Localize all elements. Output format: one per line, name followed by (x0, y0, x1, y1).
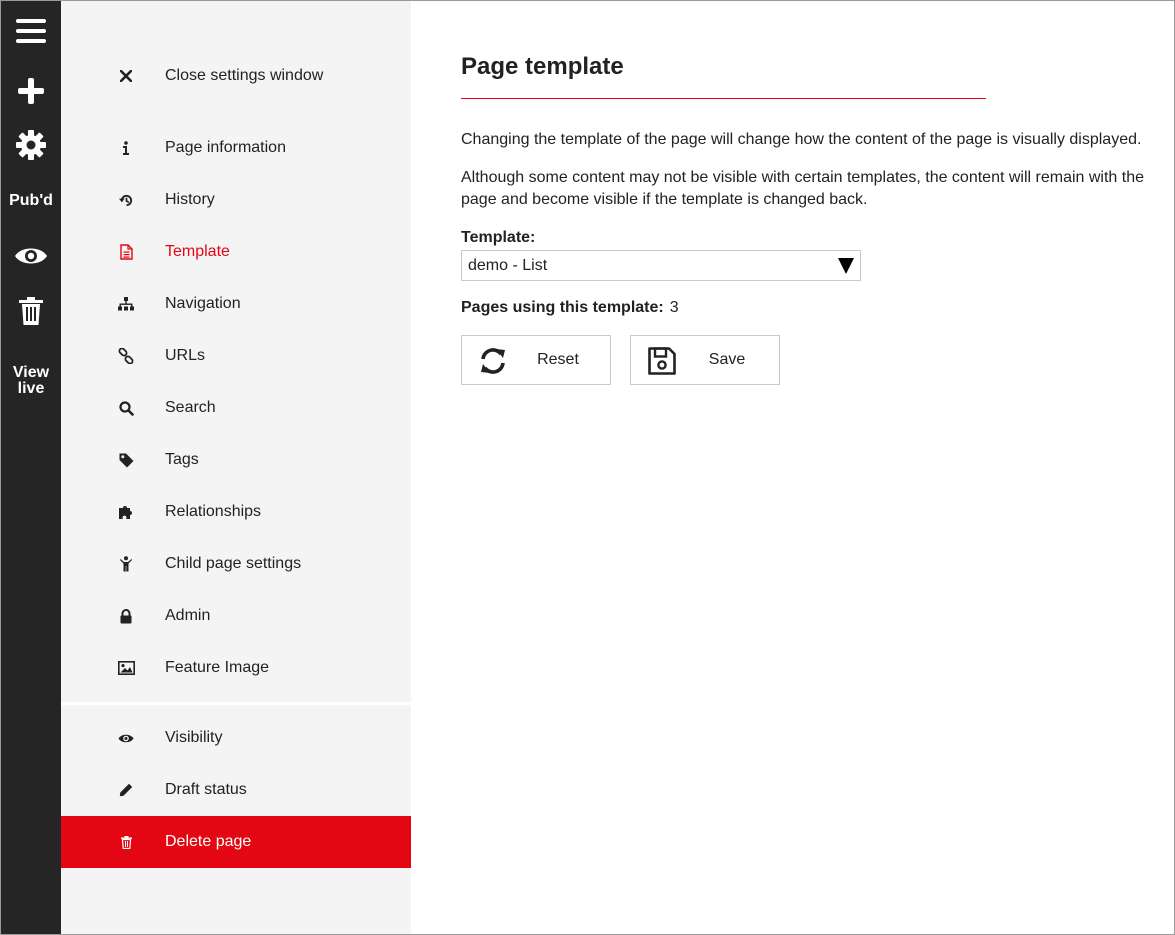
nav-item-label: Navigation (165, 295, 241, 312)
nav-item-page-information[interactable] (61, 122, 411, 174)
gear-icon[interactable] (1, 127, 61, 163)
add-icon[interactable] (1, 73, 61, 109)
nav-item-child-page-settings[interactable] (61, 538, 411, 590)
template-select[interactable] (461, 250, 861, 281)
nav-item-feature-image[interactable] (61, 642, 411, 694)
toolbar (1, 1, 61, 934)
nav-item-draft-status[interactable] (61, 764, 411, 816)
reset-label: Reset (537, 351, 579, 368)
nav-item-urls[interactable] (61, 330, 411, 382)
preview-eye-icon[interactable] (1, 241, 61, 271)
nav-item-label: Draft status (165, 781, 247, 798)
nav-item-label: Search (165, 399, 216, 416)
dropdown-arrow-icon (838, 258, 854, 274)
eye-icon (117, 729, 135, 747)
publish-status-label: Pub'd (9, 192, 53, 209)
pages-using-label: Pages using this template: (461, 299, 664, 316)
puzzle-icon (117, 503, 135, 521)
nav-item-label: Visibility (165, 729, 223, 746)
nav-item-navigation[interactable] (61, 278, 411, 330)
save-button[interactable] (630, 335, 780, 385)
nav-item-label: Page information (165, 139, 286, 156)
document-icon (117, 243, 135, 261)
description-paragraph-2 (461, 167, 1144, 211)
publish-status-button[interactable] (1, 189, 61, 213)
nav-item-visibility[interactable] (61, 712, 411, 764)
close-settings-button[interactable] (61, 50, 411, 102)
nav-item-label: Relationships (165, 503, 262, 520)
close-icon (117, 67, 135, 85)
nav-item-label: History (165, 191, 215, 208)
view-live-button[interactable] (1, 363, 61, 399)
search-icon (117, 399, 135, 417)
info-icon (117, 139, 135, 157)
trash-icon (117, 833, 135, 851)
view-live-label-line1: View (12, 364, 50, 381)
nav-item-label: URLs (165, 347, 206, 364)
paragraph-2-line-2: page and become visible if the template is changed back. (461, 191, 868, 208)
main-panel (411, 1, 1174, 934)
page-title: Page template (461, 53, 624, 80)
view-live-label-line2: live (17, 380, 45, 397)
pages-using-count: 3 (669, 299, 679, 316)
nav-divider (61, 702, 411, 705)
description-paragraph-1: Changing the template of the page will change how the content of the page is visually displayed. (461, 131, 1142, 148)
image-icon (117, 659, 135, 677)
trash-icon[interactable] (1, 295, 61, 327)
template-label: Template: (461, 229, 536, 246)
nav-item-label: Template (165, 243, 230, 260)
nav-item-label: Child page settings (165, 555, 302, 572)
nav-item-label: Feature Image (165, 659, 270, 676)
history-icon (117, 191, 135, 209)
tag-icon (117, 451, 135, 469)
close-settings-label: Close settings window (165, 67, 324, 84)
nav-item-relationships[interactable] (61, 486, 411, 538)
nav-item-label: Admin (165, 607, 211, 624)
paragraph-2-line-1: Although some content may not be visible with certain templates, the content will remain with the (461, 169, 1145, 186)
nav-item-search[interactable] (61, 382, 411, 434)
title-divider (461, 98, 986, 99)
child-icon (117, 555, 135, 573)
link-icon (117, 347, 135, 365)
delete-page-button[interactable] (61, 816, 411, 868)
sitemap-icon (117, 295, 135, 313)
pages-using-template (461, 299, 679, 317)
settings-nav (61, 1, 411, 934)
nav-item-history[interactable] (61, 174, 411, 226)
nav-item-label: Tags (165, 451, 199, 468)
nav-item-tags[interactable] (61, 434, 411, 486)
reset-button[interactable] (461, 335, 611, 385)
nav-item-template[interactable] (61, 226, 411, 278)
nav-item-label: Delete page (165, 833, 252, 850)
template-select-value: demo - List (468, 256, 548, 274)
menu-icon[interactable] (1, 13, 61, 49)
nav-item-admin[interactable] (61, 590, 411, 642)
save-label: Save (708, 351, 746, 368)
pencil-icon (117, 781, 135, 799)
lock-icon (117, 607, 135, 625)
